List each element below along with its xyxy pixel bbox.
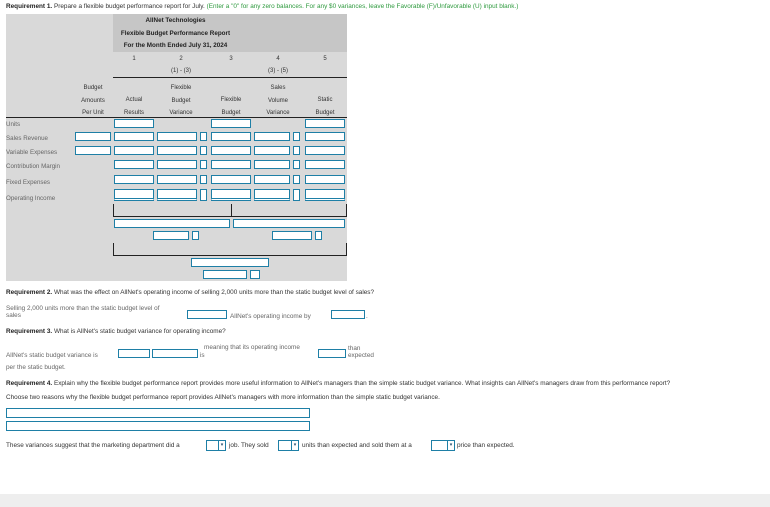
row-label-sales-revenue: Sales Revenue <box>6 135 48 142</box>
sales-volume-variance-input[interactable] <box>254 132 290 141</box>
req3-header <box>6 328 226 335</box>
header-actual-1: Actual <box>125 97 143 103</box>
fixed-static-input[interactable] <box>305 175 345 184</box>
oi-flex-budget-input[interactable] <box>211 189 251 201</box>
req2-line2: sales <box>6 312 21 319</box>
req1-header <box>6 3 518 10</box>
bracket2-left <box>113 243 114 255</box>
fixed-flex-variance-input[interactable] <box>157 175 197 184</box>
req3-variance-input[interactable] <box>118 349 150 358</box>
varexp-per-unit-input[interactable] <box>75 146 111 155</box>
req4-s1: These variances suggest that the marketing department did a <box>6 442 180 449</box>
volume-total-variance-input[interactable] <box>272 231 312 240</box>
units-static-input[interactable] <box>305 119 345 128</box>
varexp-volume-variance-fu[interactable] <box>293 146 300 155</box>
header-flex-variance-2: Budget <box>171 97 191 104</box>
col-number-5: 5 <box>323 56 327 62</box>
row-label-operating-income: Operating Income <box>6 195 56 202</box>
varexp-flex-variance-fu[interactable] <box>200 146 207 155</box>
cm-volume-variance-input[interactable] <box>254 160 290 169</box>
header-flex-budget-2: Budget <box>221 109 241 116</box>
oi-volume-variance-input[interactable] <box>254 189 290 201</box>
header-flex-variance-3: Variance <box>169 110 193 116</box>
header-budget-amounts-3: Per Unit <box>82 110 104 116</box>
row-label-units: Units <box>6 121 21 128</box>
req2-mid: AllNet's operating income by <box>230 313 311 320</box>
req4-header <box>6 380 670 387</box>
units-flex-budget-input[interactable] <box>211 119 251 128</box>
fixed-actual-input[interactable] <box>114 175 154 184</box>
req3-label: Requirement 3. <box>6 328 53 335</box>
cm-flex-variance-input[interactable] <box>157 160 197 169</box>
header-volume-variance-1: Sales <box>270 85 286 91</box>
header-volume-variance-2: Volume <box>267 97 288 104</box>
header-actual <box>114 94 154 119</box>
report-period: For the Month Ended July 31, 2024 <box>123 42 228 49</box>
req1-label: Requirement 1. <box>6 3 53 10</box>
volume-total-variance-label-input[interactable] <box>233 219 345 228</box>
req4-s4: price than expected. <box>457 442 515 449</box>
req3-than: than <box>348 345 361 352</box>
header-budget-amounts-1: Budget <box>83 85 103 91</box>
header-rule-top <box>113 77 347 78</box>
header-budget-amounts <box>73 82 113 120</box>
header-flex-budget-1: Flexible <box>220 97 242 103</box>
fixed-flex-budget-input[interactable] <box>211 175 251 184</box>
varexp-actual-input[interactable] <box>114 146 154 155</box>
sales-flex-variance-input[interactable] <box>157 132 197 141</box>
cm-static-input[interactable] <box>305 160 345 169</box>
col-formula-2: (1) - (3) <box>171 68 191 74</box>
header-flex-budget <box>211 94 251 119</box>
fixed-flex-variance-fu[interactable] <box>200 175 207 184</box>
sales-volume-variance-fu[interactable] <box>293 132 300 141</box>
bracket-mid <box>231 204 232 216</box>
footer-strip <box>0 494 770 507</box>
chevron-down-icon: ▾ <box>218 441 225 450</box>
sales-flex-budget-input[interactable] <box>211 132 251 141</box>
oi-flex-variance-input[interactable] <box>157 189 197 201</box>
oi-flex-variance-fu[interactable] <box>200 189 207 201</box>
req4-reason-1-input[interactable] <box>6 408 310 418</box>
header-actual-2: Results <box>123 109 144 116</box>
row-label-variable-expenses: Variable Expenses <box>6 149 58 156</box>
req3-expected: expected <box>348 352 374 359</box>
cm-flex-budget-input[interactable] <box>211 160 251 169</box>
oi-volume-variance-fu[interactable] <box>293 189 300 201</box>
header-budget-amounts-2: Amounts <box>81 97 105 104</box>
flex-total-variance-label-input[interactable] <box>114 219 230 228</box>
sales-actual-input[interactable] <box>114 132 154 141</box>
header-static-2: Budget <box>315 109 335 116</box>
header-volume-variance <box>258 82 298 120</box>
req4-s2: job. They sold <box>229 442 269 449</box>
units-actual-input[interactable] <box>114 119 154 128</box>
header-volume-variance-3: Variance <box>266 110 290 116</box>
req4-choose: Choose two reasons why the flexible budget performance report provides AllNet's managers with more information than the simple static budget variance. <box>6 394 440 401</box>
cm-actual-input[interactable] <box>114 160 154 169</box>
fixed-volume-variance-input[interactable] <box>254 175 290 184</box>
header-flex-variance-1: Flexible <box>170 85 192 91</box>
req2-header <box>6 289 374 296</box>
req2-label: Requirement 2. <box>6 289 53 296</box>
req2-amount-input[interactable] <box>331 310 365 319</box>
header-rule-bottom <box>6 117 347 118</box>
header-static-1: Static <box>317 97 333 103</box>
req2-end: . <box>366 313 368 320</box>
sales-flex-variance-fu[interactable] <box>200 132 207 141</box>
col-number-1: 1 <box>132 56 136 62</box>
req4-units-dropdown[interactable] <box>278 440 299 451</box>
volume-total-variance-fu[interactable] <box>315 231 322 240</box>
static-total-variance-label-input[interactable] <box>191 258 269 267</box>
bracket2-bottom <box>113 255 347 256</box>
req4-question: Explain why the flexible budget performance report provides more useful information to AllNet's managers than the simple static budget variance. What insights can AllNet's managers draw from this performance report? <box>53 380 671 387</box>
cm-volume-variance-fu[interactable] <box>293 160 300 169</box>
bracket2-right <box>346 243 347 255</box>
report-title: Flexible Budget Performance Report <box>120 30 231 37</box>
fixed-volume-variance-fu[interactable] <box>293 175 300 184</box>
chevron-down-icon: ▾ <box>447 441 454 450</box>
req3-prefix: AllNet's static budget variance is <box>6 352 98 359</box>
req4-reason-2-input[interactable] <box>6 421 310 431</box>
sales-static-input[interactable] <box>305 132 345 141</box>
header-flex-variance <box>161 82 201 120</box>
req4-label: Requirement 4. <box>6 380 53 387</box>
row-label-fixed-expenses: Fixed Expenses <box>6 179 51 186</box>
req3-higher-lower-input[interactable] <box>318 349 346 358</box>
col-number-4: 4 <box>276 56 280 62</box>
varexp-flex-variance-input[interactable] <box>157 146 197 155</box>
flex-total-variance-input[interactable] <box>153 231 189 240</box>
req2-question: What was the effect on AllNet's operating income of selling 2,000 units more than the static budget level of sales? <box>53 289 375 296</box>
cm-flex-variance-fu[interactable] <box>200 160 207 169</box>
col-number-2: 2 <box>179 56 183 62</box>
varexp-flex-budget-input[interactable] <box>211 146 251 155</box>
sales-per-unit-input[interactable] <box>75 132 111 141</box>
flex-total-variance-fu[interactable] <box>192 231 199 240</box>
req2-line1: Selling 2,000 units more than the static budget level of <box>6 305 160 312</box>
req4-price-dropdown[interactable] <box>431 440 455 451</box>
col-formula-4: (3) - (5) <box>268 68 288 74</box>
oi-static-input[interactable] <box>305 189 345 201</box>
company-name: AllNet Technologies <box>145 17 206 24</box>
req3-tail: per the static budget. <box>6 364 66 371</box>
req4-job-dropdown[interactable] <box>206 440 226 451</box>
req1-hint: (Enter a "0" for any zero balances. For any $0 variances, leave the Favorable (F)/Unfavorable (U) input blank.) <box>206 3 519 10</box>
col-number-3: 3 <box>229 56 233 62</box>
bracket-left <box>113 204 114 216</box>
varexp-volume-variance-input[interactable] <box>254 146 290 155</box>
req3-is: is <box>200 352 205 359</box>
row-label-contribution-margin: Contribution Margin <box>6 163 60 170</box>
req2-effect-input[interactable] <box>187 310 227 319</box>
header-static <box>305 94 345 119</box>
req3-fu-input[interactable] <box>152 349 198 358</box>
bracket-right <box>346 204 347 216</box>
static-total-variance-fu[interactable] <box>250 270 260 279</box>
chevron-down-icon: ▾ <box>291 441 298 450</box>
req3-meaning: meaning that its operating income <box>204 344 300 351</box>
req3-question: What is AllNet's static budget variance for operating income? <box>53 328 226 335</box>
varexp-static-input[interactable] <box>305 146 345 155</box>
oi-actual-input[interactable] <box>114 189 154 201</box>
static-total-variance-input[interactable] <box>203 270 247 279</box>
req4-s3: units than expected and sold them at a <box>302 442 412 449</box>
bracket-bottom <box>113 216 347 217</box>
req1-text: Prepare a flexible budget performance report for July. <box>53 3 205 10</box>
